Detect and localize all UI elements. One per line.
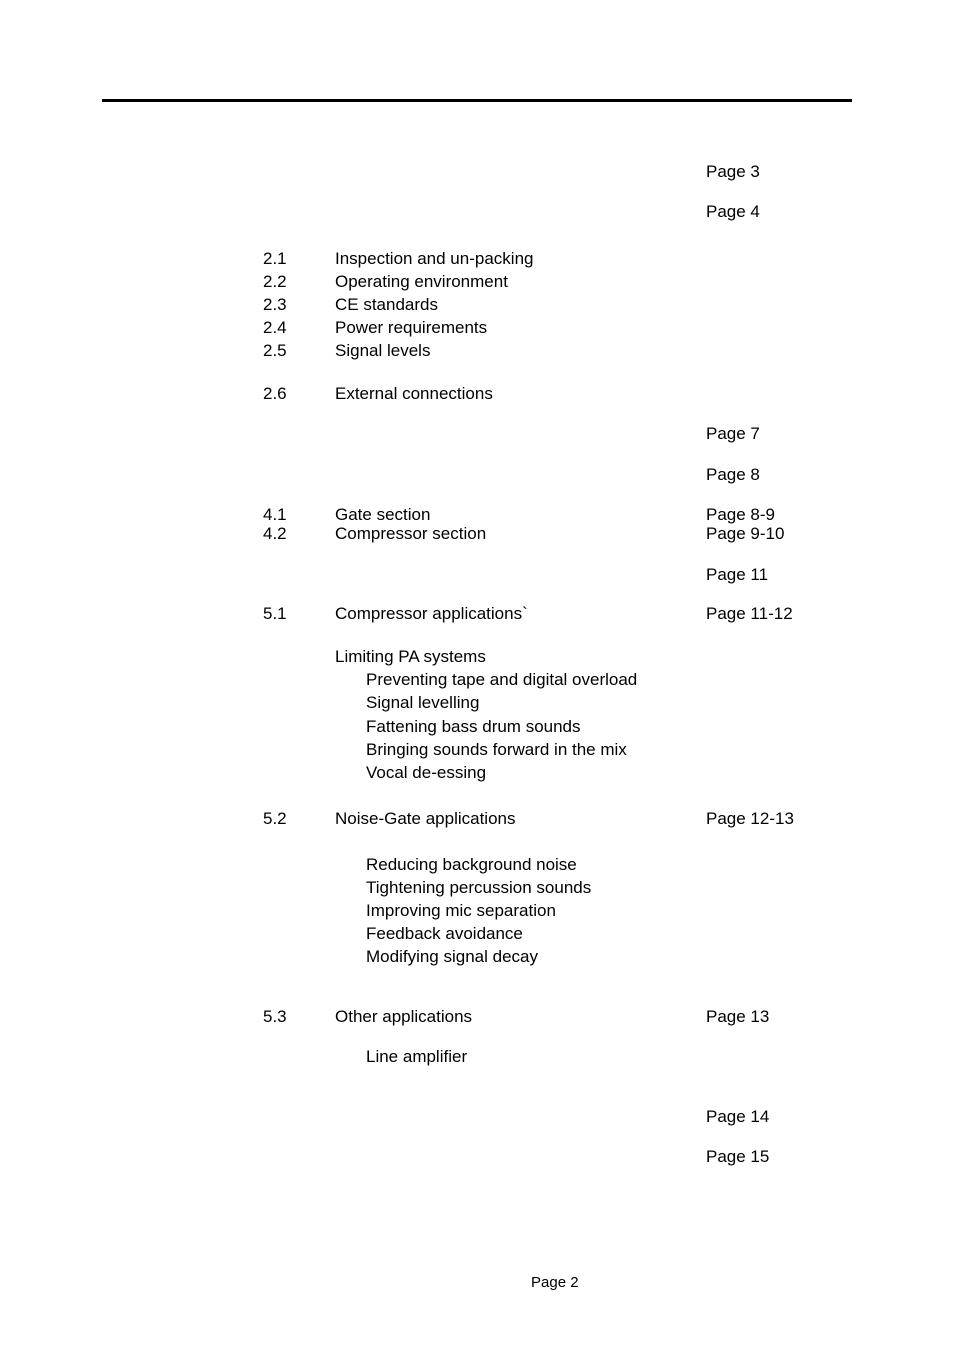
toc-entry-title: Noise-Gate applications xyxy=(335,809,516,828)
toc-subheading: Limiting PA systems xyxy=(335,647,486,666)
toc-subentry: Tightening percussion sounds xyxy=(366,878,592,897)
toc-section-number: 2.5 xyxy=(263,341,287,360)
toc-subentry: Modifying signal decay xyxy=(366,947,538,966)
toc-subentry: Bringing sounds forward in the mix xyxy=(366,740,627,759)
toc-entry-title: Gate section xyxy=(335,505,431,524)
toc-entry-title: External connections xyxy=(335,384,493,403)
toc-subentry: Line amplifier xyxy=(366,1047,468,1066)
toc-page-ref: Page 7 xyxy=(706,424,760,443)
toc-entry-title: Signal levels xyxy=(335,341,431,360)
toc-section-number: 2.3 xyxy=(263,295,287,314)
toc-page-ref: Page 14 xyxy=(706,1107,770,1126)
toc-section-number: 2.6 xyxy=(263,384,287,403)
toc-subentry: Reducing background noise xyxy=(366,855,577,874)
toc-section-number: 5.2 xyxy=(263,809,287,828)
toc-page-ref: Page 11-12 xyxy=(706,604,793,623)
toc-subentry: Fattening bass drum sounds xyxy=(366,717,581,736)
toc-subentry: Vocal de-essing xyxy=(366,763,487,782)
toc-entry-title: Compressor section xyxy=(335,524,487,543)
toc-entry-title: Operating environment xyxy=(335,272,508,291)
toc-page-ref: Page 12-13 xyxy=(706,809,794,828)
toc-entry-title: CE standards xyxy=(335,295,438,314)
toc-entry-title: Other applications xyxy=(335,1007,473,1026)
toc-entry-title: Power requirements xyxy=(335,318,488,337)
toc-page-ref: Page 11 xyxy=(706,565,769,584)
toc-page-ref: Page 15 xyxy=(706,1147,770,1166)
toc-page-ref: Page 8 xyxy=(706,465,760,484)
toc-subentry: Preventing tape and digital overload xyxy=(366,670,638,689)
toc-entry-title: Inspection and un-packing xyxy=(335,249,534,268)
header-rule xyxy=(102,99,852,102)
toc-page-ref: Page 8-9 xyxy=(706,505,775,524)
toc-section-number: 2.1 xyxy=(263,249,287,268)
toc-page-ref: Page 9-10 xyxy=(706,524,785,543)
toc-subentry: Improving mic separation xyxy=(366,901,556,920)
toc-section-number: 5.1 xyxy=(263,604,287,623)
page-number-footer: Page 2 xyxy=(531,1274,579,1291)
toc-page-ref: Page 4 xyxy=(706,202,760,221)
toc-subentry: Signal levelling xyxy=(366,693,480,712)
toc-section-number: 2.4 xyxy=(263,318,287,337)
toc-entry-title: Compressor applications` xyxy=(335,604,528,623)
toc-section-number: 4.1 xyxy=(263,505,287,524)
toc-page-ref: Page 3 xyxy=(706,162,760,181)
toc-subentry: Feedback avoidance xyxy=(366,924,523,943)
toc-section-number: 4.2 xyxy=(263,524,287,543)
toc-page-ref: Page 13 xyxy=(706,1007,770,1026)
toc-section-number: 5.3 xyxy=(263,1007,287,1026)
toc-section-number: 2.2 xyxy=(263,272,287,291)
